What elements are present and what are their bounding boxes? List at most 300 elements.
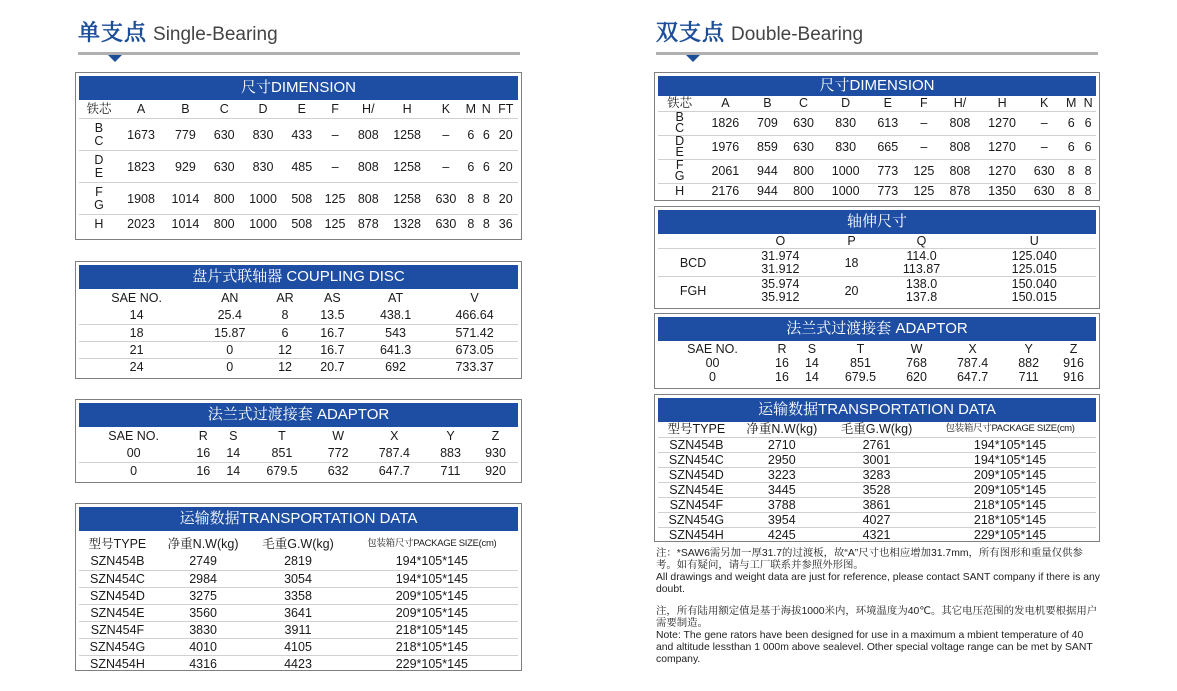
- table-cell: Z: [1069, 341, 1078, 356]
- table-cell: 709: [749, 111, 785, 135]
- table-cell: E: [297, 102, 306, 116]
- table-cell: 24: [79, 358, 194, 375]
- table-cell: 13.5: [320, 308, 345, 323]
- table-cell: 4316: [156, 655, 250, 672]
- double-dimension-grid: [658, 96, 1096, 199]
- table-cell: –: [1026, 135, 1062, 159]
- single-dimension-table: [75, 72, 522, 240]
- table-cell: W: [910, 341, 923, 356]
- table-cell: 3001: [829, 452, 924, 467]
- table-cell: 2710: [735, 437, 829, 452]
- table-cell: 36: [494, 215, 518, 233]
- table-cell: SAE NO.: [687, 341, 738, 356]
- cell-text: C: [675, 120, 685, 135]
- table-cell: 6: [463, 119, 480, 151]
- table-cell: [658, 111, 701, 135]
- table-cell: 铁芯: [86, 102, 112, 116]
- table-cell: 830: [822, 111, 870, 135]
- table-row: [658, 370, 1096, 384]
- table-cell: V: [470, 291, 479, 305]
- table-cell: 878: [352, 215, 385, 233]
- table-cell: 21: [79, 341, 194, 358]
- cell-text: 31.974: [761, 248, 800, 263]
- table-cell: 毛重G.W(kg): [262, 537, 334, 551]
- table-cell: 20.7: [305, 358, 360, 375]
- table-cell: [79, 119, 119, 151]
- double-title-en: Double-Bearing: [731, 24, 864, 45]
- table-cell: K: [1040, 96, 1049, 111]
- table-cell: 6: [463, 151, 480, 183]
- table-cell: 包装箱尺寸PACKAGE SIZE(cm): [367, 538, 497, 549]
- table-cell: 铁芯: [667, 96, 693, 111]
- single-transport-table: [75, 503, 522, 671]
- table-cell: 679.5: [248, 462, 315, 479]
- table-row: [658, 249, 1096, 277]
- table-cell: 194*105*145: [346, 570, 518, 587]
- table-cell: –: [429, 119, 462, 151]
- table-cell: 930: [485, 446, 506, 461]
- table-cell: 543: [360, 324, 431, 341]
- table-cell: 632: [316, 462, 361, 479]
- table-cell: 1270: [978, 111, 1026, 135]
- table-cell: 8: [463, 183, 480, 215]
- table-cell: SZN454E: [658, 482, 735, 497]
- table-cell: 6: [1080, 135, 1096, 159]
- table-cell: X: [968, 341, 977, 356]
- table-cell: 型号TYPE: [88, 537, 147, 551]
- title-rule: [78, 52, 520, 55]
- table-cell: SZN454G: [79, 638, 156, 655]
- table-cell: 14: [129, 308, 144, 323]
- table-row: [79, 604, 518, 621]
- table-cell: 2176: [701, 183, 749, 199]
- table-row: [79, 341, 518, 358]
- title-marker: [108, 55, 122, 62]
- table-cell: 768: [906, 356, 927, 370]
- table-cell: 1350: [978, 183, 1026, 199]
- table-cell: AR: [276, 291, 294, 305]
- table-cell: R: [777, 341, 787, 356]
- table-cell: 665: [870, 135, 906, 159]
- table-cell: P: [847, 234, 856, 248]
- table-cell: 0: [709, 370, 716, 384]
- table-cell: 944: [749, 183, 785, 199]
- table-cell: SZN454D: [79, 587, 156, 604]
- cell-text: 150.015: [1011, 289, 1057, 304]
- table-cell: 3054: [250, 570, 345, 587]
- table-cell: 800: [786, 159, 822, 183]
- table-cell: 630: [786, 111, 822, 135]
- table-cell: 711: [1018, 370, 1039, 384]
- single-dimension-grid: [79, 100, 518, 233]
- table-cell: –: [318, 119, 351, 151]
- table-cell: 851: [271, 446, 293, 461]
- double-dimension-table: [654, 72, 1100, 201]
- table-cell: 6: [1080, 111, 1096, 135]
- table-cell: 14: [226, 446, 241, 461]
- table-cell: SZN454H: [79, 655, 156, 672]
- table-cell: SZN454H: [658, 527, 735, 542]
- table-cell: –: [1026, 111, 1062, 135]
- table-row: [79, 215, 518, 233]
- table-cell: R: [198, 429, 208, 443]
- table-cell: 3911: [250, 621, 345, 638]
- table-cell: H: [402, 102, 412, 116]
- single-coupling-table: [75, 261, 522, 379]
- table-cell: 630: [1026, 183, 1062, 199]
- table-cell: 3954: [735, 512, 829, 527]
- table-cell: A: [721, 96, 730, 111]
- table-cell: 型号TYPE: [667, 422, 726, 437]
- table-row: [658, 482, 1096, 497]
- table-cell: 3528: [829, 482, 924, 497]
- table-cell: 4027: [829, 512, 924, 527]
- table-cell: B: [181, 102, 190, 116]
- table-row: [79, 183, 518, 215]
- cell-text: F: [675, 157, 684, 172]
- table-cell: 3560: [156, 604, 250, 621]
- table-cell: 859: [749, 135, 785, 159]
- table-cell: 218*105*145: [924, 497, 1096, 512]
- table-row: [658, 527, 1096, 542]
- table-cell: F: [920, 96, 928, 111]
- table-cell: 2023: [119, 215, 163, 233]
- table-cell: 1826: [701, 111, 749, 135]
- table-cell: 2761: [829, 437, 924, 452]
- table-cell: 1014: [163, 183, 207, 215]
- table-cell: M: [465, 102, 477, 116]
- table-row: [658, 452, 1096, 467]
- table-row: [79, 638, 518, 655]
- table-cell: SAE NO.: [108, 429, 160, 443]
- table-cell: 808: [942, 159, 978, 183]
- table-cell: 3641: [250, 604, 345, 621]
- table-cell: [728, 249, 832, 277]
- table-cell: T: [278, 429, 286, 443]
- table-row: [79, 621, 518, 638]
- table-cell: B: [763, 96, 772, 111]
- table-cell: 800: [786, 183, 822, 199]
- table-cell: F: [331, 102, 339, 116]
- table-cell: A: [136, 102, 146, 116]
- cell-text: 114.0: [906, 248, 937, 263]
- table-cell: 净重N.W(kg): [746, 422, 818, 437]
- table-cell: 808: [942, 111, 978, 135]
- table-row: [658, 111, 1096, 135]
- table-cell: 0: [194, 341, 265, 358]
- table-cell: 787.4: [378, 446, 410, 461]
- cell-text: 150.040: [1011, 276, 1057, 291]
- table-cell: 808: [352, 183, 385, 215]
- table-cell: 25.4: [217, 308, 242, 323]
- table-cell: 1000: [241, 183, 285, 215]
- cell-text: 35.974: [761, 276, 800, 291]
- table-cell: SZN454G: [658, 512, 735, 527]
- table-cell: 692: [360, 358, 431, 375]
- table-cell: [658, 234, 728, 249]
- table-row: [658, 159, 1096, 183]
- table-cell: 433: [285, 119, 318, 151]
- adaptor-header: 法兰式过渡接套 ADAPTOR: [658, 317, 1096, 341]
- table-cell: 773: [870, 159, 906, 183]
- table-cell: 3275: [156, 587, 250, 604]
- table-cell: 916: [1063, 356, 1084, 370]
- table-cell: 711: [428, 462, 473, 479]
- table-cell: 209*105*145: [346, 604, 518, 621]
- table-cell: 929: [163, 151, 207, 183]
- single-dimension-header: 尺寸DIMENSION: [79, 76, 518, 100]
- table-cell: 1258: [385, 183, 429, 215]
- table-cell: 8: [479, 215, 493, 233]
- table-cell: 0: [79, 462, 188, 479]
- table-cell: 18: [833, 249, 871, 277]
- table-cell: [658, 159, 701, 183]
- table-row: [658, 135, 1096, 159]
- table-header-row: [79, 100, 518, 119]
- table-cell: 4105: [250, 638, 345, 655]
- table-cell: 229*105*145: [346, 655, 518, 672]
- table-cell: S: [229, 429, 238, 443]
- table-cell: H: [658, 183, 701, 199]
- table-row: [79, 307, 518, 324]
- table-cell: D: [841, 96, 851, 111]
- table-cell: 1270: [978, 135, 1026, 159]
- table-cell: 630: [1026, 159, 1062, 183]
- table-cell: 6: [479, 151, 493, 183]
- single-adaptor-table: [75, 399, 522, 483]
- table-cell: 1000: [822, 159, 870, 183]
- table-cell: SZN454B: [658, 437, 735, 452]
- table-cell: 630: [429, 215, 462, 233]
- table-cell: 630: [208, 151, 241, 183]
- cell-text: B: [94, 120, 104, 135]
- adaptor-header: 法兰式过渡接套 ADAPTOR: [79, 403, 518, 427]
- table-cell: 8: [281, 308, 289, 323]
- table-cell: SZN454E: [79, 604, 156, 621]
- table-cell: 14: [804, 370, 819, 384]
- table-row: [658, 183, 1096, 199]
- table-cell: 2819: [284, 554, 312, 569]
- table-cell: 6: [1062, 135, 1080, 159]
- table-cell: W: [332, 429, 345, 443]
- table-cell: O: [775, 234, 786, 248]
- table-row: [79, 570, 518, 587]
- table-row: [79, 553, 518, 570]
- table-cell: 800: [208, 183, 241, 215]
- table-row: [658, 277, 1096, 305]
- table-cell: C: [799, 96, 809, 111]
- table-cell: 125: [906, 159, 942, 183]
- table-cell: 8: [1080, 159, 1096, 183]
- double-dimension-header: 尺寸DIMENSION: [658, 76, 1096, 96]
- table-cell: C: [219, 102, 229, 116]
- table-cell: 20: [494, 151, 518, 183]
- table-cell: 3861: [829, 497, 924, 512]
- table-cell: H/: [362, 102, 375, 116]
- table-cell: 8: [1062, 159, 1080, 183]
- table-cell: 1000: [241, 215, 285, 233]
- title-marker: [686, 55, 700, 62]
- table-cell: 14: [218, 462, 248, 479]
- cell-text: 35.912: [761, 289, 800, 304]
- table-cell: 18: [79, 324, 194, 341]
- cell-text: 31.912: [761, 261, 800, 276]
- cell-text: E: [675, 144, 684, 159]
- cell-text: D: [675, 133, 685, 148]
- table-cell: 209*105*145: [924, 467, 1096, 482]
- table-cell: D: [258, 102, 268, 116]
- cell-text: F: [95, 184, 103, 199]
- transport-grid: [79, 535, 518, 672]
- table-cell: 4010: [156, 638, 250, 655]
- table-cell: 8: [1062, 183, 1080, 199]
- table-cell: 1976: [701, 135, 749, 159]
- transport-header: 运输数据TRANSPORTATION DATA: [658, 398, 1096, 422]
- single-title-en: Single-Bearing: [153, 24, 278, 45]
- table-row: [658, 467, 1096, 482]
- cell-text: G: [94, 197, 104, 212]
- table-cell: AS: [324, 291, 341, 305]
- table-row: [658, 437, 1096, 452]
- table-cell: N: [481, 102, 491, 116]
- table-cell: 125: [318, 215, 351, 233]
- adaptor-grid: [658, 341, 1096, 384]
- table-cell: U: [1029, 234, 1039, 248]
- table-header-row: [79, 289, 518, 307]
- table-cell: SZN454B: [90, 554, 145, 569]
- table-cell: 1014: [163, 215, 207, 233]
- table-cell: [973, 277, 1097, 305]
- double-shaft-table: [654, 206, 1100, 309]
- table-cell: [79, 183, 119, 215]
- table-row: [79, 587, 518, 604]
- table-cell: 508: [285, 215, 318, 233]
- table-cell: 218*105*145: [346, 621, 518, 638]
- table-cell: 630: [208, 119, 241, 151]
- table-cell: 508: [285, 183, 318, 215]
- cell-text: B: [675, 109, 684, 124]
- table-cell: 0: [194, 358, 265, 375]
- table-cell: K: [441, 102, 451, 116]
- table-cell: 851: [850, 356, 871, 370]
- table-cell: 3223: [735, 467, 829, 482]
- table-cell: 878: [942, 183, 978, 199]
- table-cell: 00: [705, 356, 720, 370]
- table-cell: 4423: [250, 655, 345, 672]
- table-cell: 779: [163, 119, 207, 151]
- table-cell: 125: [906, 183, 942, 199]
- table-cell: 1823: [119, 151, 163, 183]
- table-cell: 772: [327, 446, 349, 461]
- title-rule: [656, 52, 1098, 55]
- table-row: [79, 151, 518, 183]
- table-cell: 830: [241, 119, 285, 151]
- table-cell: 229*105*145: [924, 527, 1096, 542]
- table-cell: 6: [1062, 111, 1080, 135]
- table-cell: 571.42: [431, 324, 518, 341]
- table-cell: 3830: [156, 621, 250, 638]
- table-cell: [871, 249, 973, 277]
- table-cell: 2950: [735, 452, 829, 467]
- table-cell: M: [1066, 96, 1077, 111]
- table-cell: 194*105*145: [924, 437, 1096, 452]
- single-bearing-title: [78, 16, 278, 56]
- table-cell: 466.64: [455, 308, 494, 323]
- cell-text: D: [94, 152, 104, 167]
- table-cell: [658, 135, 701, 159]
- table-cell: 3445: [735, 482, 829, 497]
- table-header-row: [658, 234, 1096, 249]
- table-cell: 15.87: [194, 324, 265, 341]
- table-cell: 808: [942, 135, 978, 159]
- table-cell: 8: [463, 215, 480, 233]
- table-cell: 4245: [735, 527, 829, 542]
- note-1-en: All drawings and weight data are just for reference, please contact SANT company if there is any doubt.: [656, 572, 1100, 595]
- table-cell: 808: [352, 119, 385, 151]
- table-row: [658, 356, 1096, 370]
- table-cell: FGH: [658, 277, 728, 305]
- table-cell: 4321: [829, 527, 924, 542]
- double-transport-table: [654, 394, 1100, 542]
- table-cell: 包装箱尺寸PACKAGE SIZE(cm): [945, 423, 1075, 435]
- table-cell: 20: [494, 183, 518, 215]
- table-cell: Z: [491, 429, 500, 443]
- table-row: [79, 462, 518, 479]
- table-cell: [871, 277, 973, 305]
- table-header-row: [658, 341, 1096, 356]
- table-cell: 14: [804, 356, 819, 370]
- table-cell: 2749: [189, 554, 217, 569]
- table-cell: 647.7: [956, 370, 989, 384]
- table-cell: SZN454F: [79, 621, 156, 638]
- table-cell: 673.05: [431, 341, 518, 358]
- table-cell: 6: [479, 119, 493, 151]
- table-cell: –: [429, 151, 462, 183]
- table-cell: 20: [494, 119, 518, 151]
- cell-text: 125.040: [1011, 248, 1057, 263]
- table-cell: SAE NO.: [111, 291, 162, 305]
- table-cell: 16.7: [305, 324, 360, 341]
- coupling-grid: [79, 289, 518, 375]
- table-header-row: [658, 422, 1096, 437]
- cell-text: C: [94, 133, 104, 148]
- note-1-cn: 注：*SAW6需另加一厚31.7的过渡板，故“A”尺寸也相应增加31.7mm，所有图形和重量仅供参考。如有疑问，请与工厂联系并参照外形图。: [656, 548, 1083, 571]
- table-cell: –: [906, 135, 942, 159]
- table-row: [79, 358, 518, 375]
- cell-text: 138.0: [905, 276, 938, 291]
- table-cell: 16: [196, 446, 211, 461]
- table-cell: 641.3: [360, 341, 431, 358]
- table-cell: 882: [1018, 356, 1040, 370]
- table-cell: 8: [1080, 183, 1096, 199]
- table-row: [658, 497, 1096, 512]
- table-cell: 218*105*145: [346, 638, 518, 655]
- table-cell: 883: [440, 446, 461, 461]
- table-cell: H: [997, 96, 1007, 111]
- cell-text: 137.8: [905, 289, 938, 304]
- table-cell: X: [390, 429, 399, 443]
- table-cell: 16: [188, 462, 218, 479]
- table-cell: SZN454D: [658, 467, 735, 482]
- table-cell: Y: [446, 429, 455, 443]
- table-cell: FT: [498, 102, 514, 116]
- table-cell: AT: [388, 291, 404, 305]
- table-cell: 194*105*145: [395, 554, 468, 569]
- table-cell: T: [856, 341, 865, 356]
- note-2-en: Note: The gene rators have been designed for use in a maximum a mbient temperature of 40 and altitude lessthan 1 000m above sealevel. Other special voltage range can be met by SANT company.: [656, 630, 1093, 665]
- table-cell: 830: [241, 151, 285, 183]
- table-cell: 1908: [119, 183, 163, 215]
